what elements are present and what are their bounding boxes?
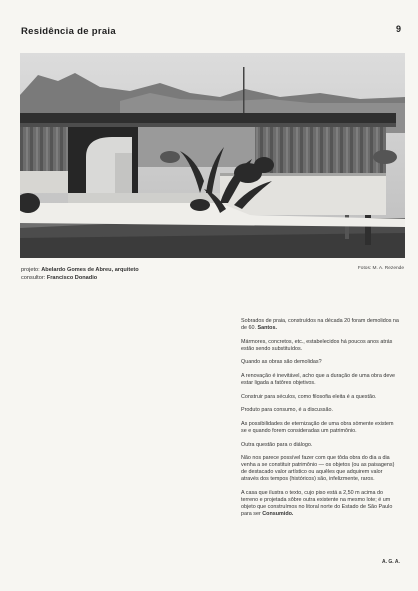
page-number: 9 — [396, 24, 402, 34]
credit-projeto-value: Abelardo Gomes de Abreu, arquiteto — [41, 267, 139, 273]
photo-credit: Fotos: M. A. Rezende — [357, 266, 404, 271]
paragraph-1-emphasis: Santos. — [257, 325, 277, 332]
paragraph-9: Não nos parece possível fazer com que tôda obra do dia a dia venha a se constituir patrimônio — os objetos (ou as paisagens) de destacado valor artístico ou aquêles que adquirem valor através dos tempos (históricos) são, infelizmente, raros. — [241, 455, 395, 483]
paragraph-10-text: A casa que ilustra o texto, cujo piso está a 2,50 m acima do terreno e projetada sôbre outra existente na mesmo lote; é um objeto que construímos no litoral norte do Estado de São Paulo para ser — [241, 490, 393, 518]
paragraph-8: Outra questão para o diálogo. — [241, 441, 313, 448]
credit-projeto-label: projeto: — [21, 267, 40, 273]
credit-consultor — [21, 274, 139, 282]
credit-projeto — [21, 266, 139, 274]
photo-credits-authors — [21, 266, 139, 282]
credit-consultor-label: consultor: — [21, 275, 46, 281]
paragraph-3: Quando as obras são demolidas? — [241, 359, 322, 366]
paragraph-2: Mármores, concretos, etc., estabelecidos há poucos anos atrás estão sendo substituídos. — [241, 338, 393, 352]
paragraph-1-text: Sobrados de praia, construídos na década 20 foram demolidos na de 60. — [241, 318, 399, 332]
page-title: Residência de praia — [21, 26, 116, 37]
paragraph-10 — [241, 490, 399, 518]
paragraph-6: Produto para consumo, é a discussão. — [241, 407, 333, 414]
paragraph-10-emphasis: Consumido. — [262, 511, 294, 518]
article-text — [241, 318, 399, 525]
paragraph-5: Construir para séculos, como filosofia eleita é a questão. — [241, 393, 377, 400]
credit-consultor-value: Francisco Donadio — [46, 275, 98, 281]
paragraph-4: A renovação é inevitável, acho que a duração de uma obra deve estar ligada a fatôres objetivos. — [241, 372, 396, 387]
author-initials: A. G. A. — [382, 559, 400, 565]
paragraph-1 — [241, 318, 399, 332]
paragraph-7: As possibilidades de eternização de uma obra sòmente existem se e quando forem consideradas um patrimônio. — [241, 420, 394, 434]
house-photo — [20, 53, 405, 258]
